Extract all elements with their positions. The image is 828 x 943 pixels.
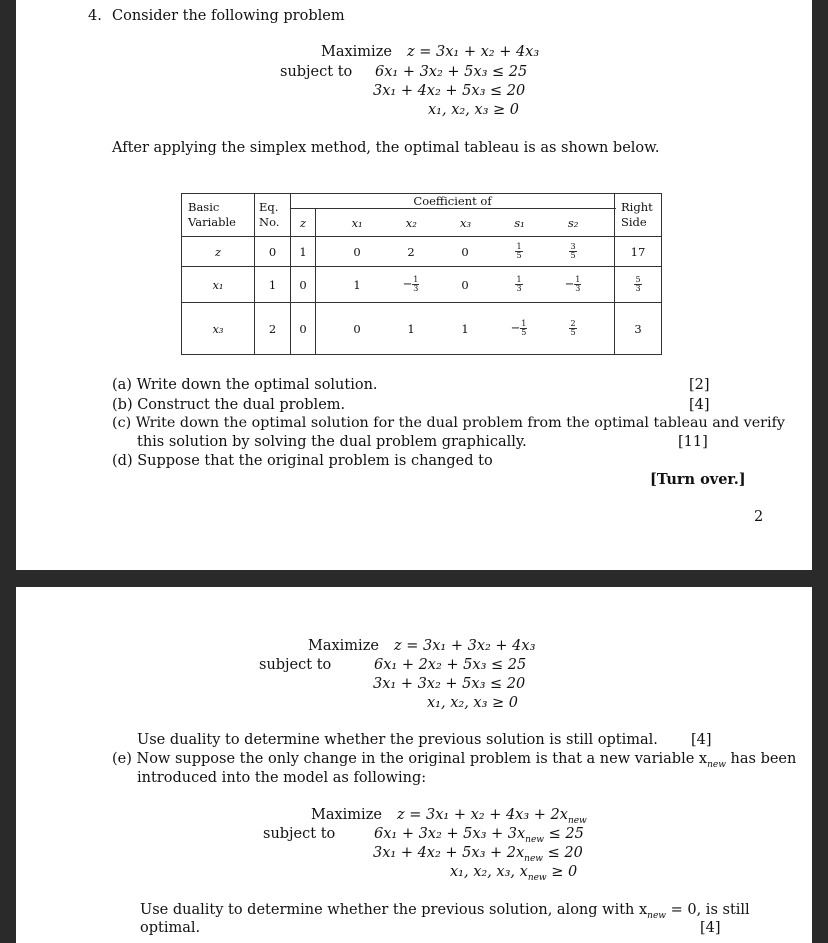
final-line-2: optimal.	[140, 920, 201, 936]
part-c-line-2: this solution by solving the dual problem graphically.	[137, 434, 527, 450]
part-e-line-2: introduced into the model as following:	[137, 770, 427, 786]
lp-constraint-1: 6x₁ + 3x₂ + 5x₃ ≤ 25	[375, 64, 528, 80]
turn-over: [Turn over.]	[650, 471, 746, 488]
cell-s1	[509, 243, 529, 260]
header-coefficient-of: Coefficient of	[291, 194, 615, 209]
header-variables	[316, 209, 615, 237]
lp3-objective: $z = 3x_1 + x_2 + 4x_3 + 2x_{new}$	[397, 807, 587, 826]
header-basic-variable: Basic Variable	[182, 194, 255, 237]
tableau-row	[182, 267, 662, 303]
part-c-line-1: (c) Write down the optimal solution for the dual problem from the optimal tableau and verify	[112, 415, 785, 431]
part-b: (b) Construct the dual problem.	[112, 397, 346, 413]
lp3-nonnegativity: x₁, x₂, x₃, $x_{new} \ge 0$	[450, 864, 578, 883]
header-z: z	[291, 209, 316, 237]
cell-x1: 0	[353, 244, 361, 259]
lp3-constraint-1: $6x_1 + 3x_2 + 5x_3 + 3x_{new} \le 25$	[374, 826, 584, 845]
duality-text: Use duality to determine whether the previous solution is still optimal.	[137, 732, 658, 748]
cell-x1: 1	[353, 277, 361, 292]
part-e-line-1: (e) Now suppose the only change in the original problem is that a new variable $x_{new}$ has been	[112, 751, 797, 770]
part-a: (a) Write down the optimal solution.	[112, 377, 378, 393]
lp2-nonnegativity: x₁, x₂, x₃ ≥ 0	[427, 695, 519, 711]
cell-s1: − $\frac{1}{5}$	[510, 319, 527, 337]
part-d: (d) Suppose that the original problem is changed to	[112, 453, 493, 469]
lp-nonnegativity: x₁, x₂, x₃ ≥ 0	[428, 102, 520, 118]
fraction: $\frac{1}{3}$	[516, 275, 522, 293]
header-right-side: Right Side	[615, 194, 662, 237]
fraction: $\frac{1}{5}$	[516, 242, 522, 260]
cell-basic: x₃	[182, 303, 255, 355]
cell-coefficients	[316, 267, 615, 303]
cell-s2	[563, 320, 583, 337]
final-line-1: Use duality to determine whether the previous solution, along with $x_{new} = 0$, is still	[140, 902, 750, 921]
cell-eq: 2	[255, 303, 291, 355]
cell-z: 0	[291, 267, 316, 303]
part-c-marks: [11]	[678, 434, 708, 450]
fraction: $\frac{2}{5}$	[570, 319, 576, 337]
cell-x2: 2	[407, 244, 415, 259]
cell-s1	[509, 276, 529, 293]
cell-z: 1	[291, 237, 316, 267]
lp3-subject-to: subject to	[263, 826, 336, 842]
fraction: $\frac{1}{5}$	[521, 319, 527, 337]
tableau-row	[182, 303, 662, 355]
part-a-marks: [2]	[689, 377, 710, 393]
after-text: After applying the simplex method, the optimal tableau is as shown below.	[112, 140, 660, 156]
cell-s2	[563, 243, 583, 260]
fraction: $\frac{5}{3}$	[635, 275, 641, 293]
cell-x3: 1	[461, 321, 469, 336]
lp3-objective-label: Maximize	[311, 807, 382, 823]
cell-rhs: 17	[615, 237, 662, 267]
cell-basic: z	[182, 237, 255, 267]
header-x3: x₃	[460, 215, 472, 230]
cell-x2: 1	[407, 321, 415, 336]
header-x2: x₂	[405, 215, 417, 230]
cell-basic: x₁	[182, 267, 255, 303]
cell-rhs: 3	[615, 303, 662, 355]
lp2-constraint-2: 3x₁ + 3x₂ + 5x₃ ≤ 20	[373, 676, 526, 692]
fraction: $\frac{1}{3}$	[413, 275, 419, 293]
lp2-objective-label: Maximize	[308, 638, 379, 654]
question-intro: Consider the following problem	[112, 8, 345, 24]
lp2-subject-to: subject to	[259, 657, 332, 673]
lp-subject-to: subject to	[280, 64, 353, 80]
header-x1: x₁	[351, 215, 363, 230]
cell-x3: 0	[461, 244, 469, 259]
cell-x1: 0	[353, 321, 361, 336]
lp-objective-label: Maximize	[321, 44, 392, 60]
lp-constraint-2: 3x₁ + 4x₂ + 5x₃ ≤ 20	[373, 83, 526, 99]
question-number: 4.	[88, 8, 102, 24]
cell-coefficients	[316, 237, 615, 267]
cell-eq: 1	[255, 267, 291, 303]
cell-eq: 0	[255, 237, 291, 267]
duality-marks: [4]	[691, 732, 712, 748]
exam-page-2	[16, 587, 812, 943]
simplex-tableau	[181, 193, 662, 355]
tableau-row	[182, 237, 662, 267]
lp3-constraint-2: $3x_1 + 4x_2 + 5x_3 + 2x_{new} \le 20$	[373, 845, 583, 864]
cell-z: 0	[291, 303, 316, 355]
final-marks: [4]	[700, 920, 721, 936]
fraction: $\frac{1}{3}$	[575, 275, 581, 293]
exam-page-1	[16, 0, 812, 570]
header-s2: s₂	[567, 215, 579, 230]
cell-s2: − $\frac{1}{3}$	[564, 275, 581, 293]
header-eq-no: Eq. No.	[255, 194, 291, 237]
tableau-body	[182, 237, 662, 355]
cell-x3: 0	[461, 277, 469, 292]
lp2-constraint-1: 6x₁ + 2x₂ + 5x₃ ≤ 25	[374, 657, 527, 673]
fraction: $\frac{3}{5}$	[570, 242, 576, 260]
cell-rhs	[615, 267, 662, 303]
cell-coefficients	[316, 303, 615, 355]
lp2-objective: z = 3x₁ + 3x₂ + 4x₃	[394, 638, 536, 654]
header-s1: s₁	[514, 215, 525, 230]
lp-objective: z = 3x₁ + x₂ + 4x₃	[407, 44, 540, 60]
part-b-marks: [4]	[689, 397, 710, 413]
page-number: 2	[754, 509, 764, 525]
cell-x2: − $\frac{1}{3}$	[402, 275, 419, 293]
